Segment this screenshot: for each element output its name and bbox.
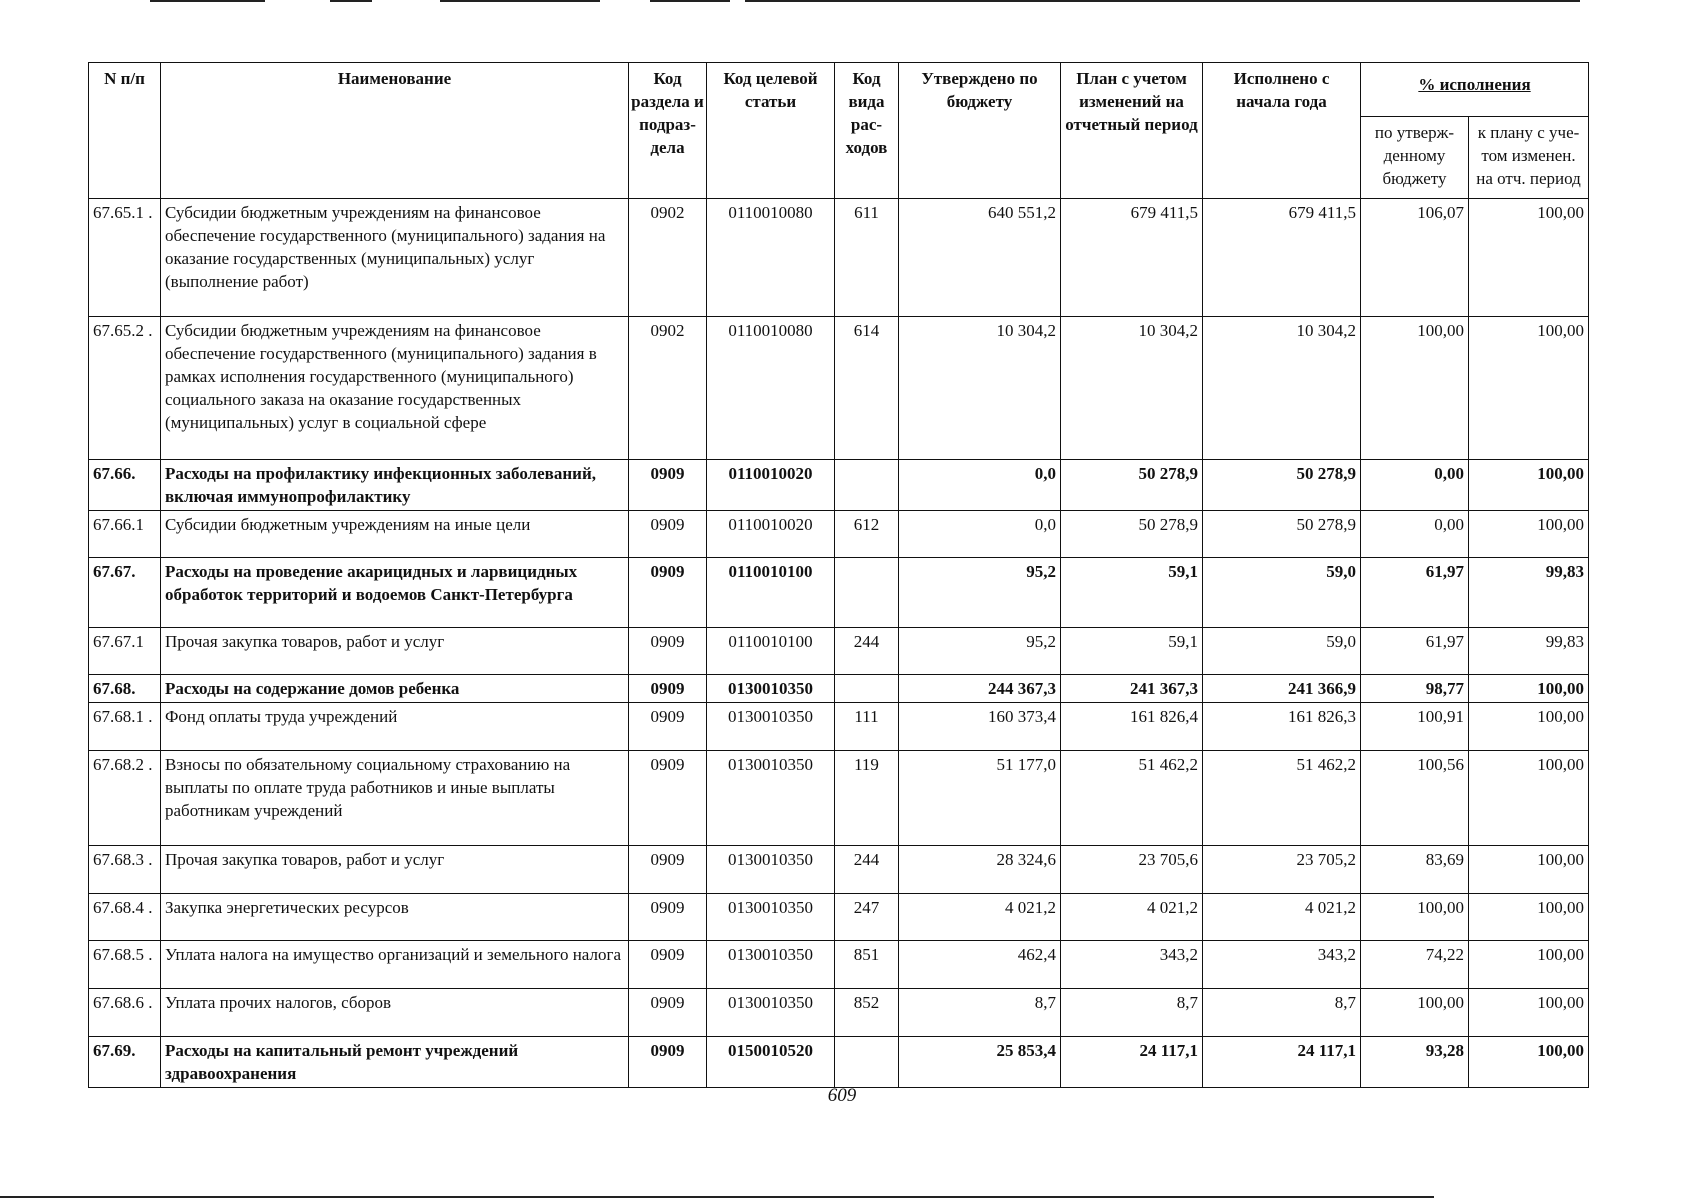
row-pct-budget: 100,00 — [1361, 317, 1469, 460]
top-rule — [745, 0, 1580, 2]
row-approved: 244 367,3 — [899, 675, 1061, 703]
row-pct-plan: 100,00 — [1469, 460, 1589, 511]
header-name: Наименование — [161, 63, 629, 199]
table-row — [89, 511, 1589, 558]
row-executed: 51 462,2 — [1203, 751, 1361, 846]
row-number: 67.67. — [89, 558, 161, 628]
row-name: Расходы на содержание домов ребенка — [161, 675, 629, 703]
row-pct-plan: 100,00 — [1469, 989, 1589, 1037]
row-target-code: 0130010350 — [707, 894, 835, 941]
row-section-code: 0909 — [629, 675, 707, 703]
row-plan: 241 367,3 — [1061, 675, 1203, 703]
row-target-code: 0130010350 — [707, 751, 835, 846]
row-pct-plan: 100,00 — [1469, 317, 1589, 460]
row-number: 67.68.1 . — [89, 703, 161, 751]
row-pct-budget: 0,00 — [1361, 511, 1469, 558]
row-name: Взносы по обязательному социальному страхованию на выплаты по оплате труда работников и иные выплаты работникам учреждений — [161, 751, 629, 846]
table-row — [89, 317, 1589, 460]
row-executed: 4 021,2 — [1203, 894, 1361, 941]
row-plan: 679 411,5 — [1061, 199, 1203, 317]
row-pct-plan: 99,83 — [1469, 628, 1589, 675]
row-pct-budget: 74,22 — [1361, 941, 1469, 989]
row-pct-budget: 83,69 — [1361, 846, 1469, 894]
row-number: 67.65.2 . — [89, 317, 161, 460]
header-section-code: Код раздела и подраз- дела — [629, 63, 707, 199]
row-pct-budget: 100,00 — [1361, 989, 1469, 1037]
row-plan: 10 304,2 — [1061, 317, 1203, 460]
row-target-code: 0130010350 — [707, 846, 835, 894]
table-row — [89, 558, 1589, 628]
row-number: 67.68.3 . — [89, 846, 161, 894]
row-expense-code: 247 — [835, 894, 899, 941]
table-row — [89, 751, 1589, 846]
row-pct-plan: 100,00 — [1469, 894, 1589, 941]
row-plan: 8,7 — [1061, 989, 1203, 1037]
row-section-code: 0909 — [629, 894, 707, 941]
row-number: 67.68.5 . — [89, 941, 161, 989]
table-row — [89, 460, 1589, 511]
row-name: Уплата налога на имущество организаций и земельного налога — [161, 941, 629, 989]
row-executed: 24 117,1 — [1203, 1037, 1361, 1088]
row-pct-plan: 100,00 — [1469, 751, 1589, 846]
table-row — [89, 628, 1589, 675]
table-row — [89, 675, 1589, 703]
header-pct-budget: по утверж- денному бюджету — [1361, 117, 1469, 199]
row-expense-code: 119 — [835, 751, 899, 846]
row-number: 67.66. — [89, 460, 161, 511]
row-approved: 25 853,4 — [899, 1037, 1061, 1088]
row-plan: 59,1 — [1061, 628, 1203, 675]
row-expense-code: 244 — [835, 628, 899, 675]
table-row — [89, 703, 1589, 751]
header-plan: План с учетом изменений на отчетный период — [1061, 63, 1203, 199]
row-approved: 51 177,0 — [899, 751, 1061, 846]
row-name: Прочая закупка товаров, работ и услуг — [161, 846, 629, 894]
row-pct-plan: 100,00 — [1469, 846, 1589, 894]
row-section-code: 0909 — [629, 989, 707, 1037]
row-number: 67.66.1 — [89, 511, 161, 558]
row-executed: 23 705,2 — [1203, 846, 1361, 894]
row-executed: 241 366,9 — [1203, 675, 1361, 703]
row-expense-code: 851 — [835, 941, 899, 989]
row-name: Субсидии бюджетным учреждениям на иные цели — [161, 511, 629, 558]
top-rule — [330, 0, 372, 2]
row-pct-plan: 99,83 — [1469, 558, 1589, 628]
header-num: N п/п — [89, 63, 161, 199]
row-expense-code: 852 — [835, 989, 899, 1037]
row-approved: 0,0 — [899, 460, 1061, 511]
row-pct-budget: 0,00 — [1361, 460, 1469, 511]
row-pct-budget: 61,97 — [1361, 558, 1469, 628]
row-pct-budget: 98,77 — [1361, 675, 1469, 703]
row-executed: 59,0 — [1203, 558, 1361, 628]
row-approved: 95,2 — [899, 628, 1061, 675]
row-executed: 50 278,9 — [1203, 460, 1361, 511]
table-row — [89, 894, 1589, 941]
row-section-code: 0909 — [629, 751, 707, 846]
row-number: 67.68. — [89, 675, 161, 703]
row-target-code: 0110010080 — [707, 199, 835, 317]
header-pct-group: % исполнения — [1361, 63, 1589, 117]
row-target-code: 0130010350 — [707, 703, 835, 751]
table-row — [89, 846, 1589, 894]
row-plan: 4 021,2 — [1061, 894, 1203, 941]
header-target-code: Код целевой статьи — [707, 63, 835, 199]
row-target-code: 0110010020 — [707, 460, 835, 511]
row-number: 67.67.1 — [89, 628, 161, 675]
row-name: Расходы на капитальный ремонт учреждений здравоохранения — [161, 1037, 629, 1088]
header-executed: Исполнено с начала года — [1203, 63, 1361, 199]
row-target-code: 0150010520 — [707, 1037, 835, 1088]
header-pct-plan: к плану с уче- том изменен. на отч. период — [1469, 117, 1589, 199]
row-pct-budget: 100,00 — [1361, 894, 1469, 941]
row-approved: 462,4 — [899, 941, 1061, 989]
row-section-code: 0909 — [629, 846, 707, 894]
row-target-code: 0130010350 — [707, 989, 835, 1037]
row-target-code: 0110010100 — [707, 558, 835, 628]
row-approved: 28 324,6 — [899, 846, 1061, 894]
table-row — [89, 199, 1589, 317]
row-plan: 51 462,2 — [1061, 751, 1203, 846]
row-name: Расходы на профилактику инфекционных заболеваний, включая иммунопрофилактику — [161, 460, 629, 511]
row-executed: 59,0 — [1203, 628, 1361, 675]
row-plan: 24 117,1 — [1061, 1037, 1203, 1088]
row-name: Фонд оплаты труда учреждений — [161, 703, 629, 751]
row-expense-code — [835, 675, 899, 703]
row-expense-code — [835, 558, 899, 628]
budget-table — [88, 62, 1589, 1088]
row-approved: 10 304,2 — [899, 317, 1061, 460]
row-target-code: 0130010350 — [707, 941, 835, 989]
row-section-code: 0909 — [629, 628, 707, 675]
row-target-code: 0130010350 — [707, 675, 835, 703]
row-approved: 640 551,2 — [899, 199, 1061, 317]
row-approved: 0,0 — [899, 511, 1061, 558]
row-pct-budget: 106,07 — [1361, 199, 1469, 317]
row-pct-budget: 100,91 — [1361, 703, 1469, 751]
table-row — [89, 941, 1589, 989]
row-plan: 343,2 — [1061, 941, 1203, 989]
row-number: 67.69. — [89, 1037, 161, 1088]
row-expense-code — [835, 1037, 899, 1088]
row-section-code: 0909 — [629, 558, 707, 628]
row-section-code: 0909 — [629, 1037, 707, 1088]
header-approved: Утверждено по бюджету — [899, 63, 1061, 199]
row-expense-code: 614 — [835, 317, 899, 460]
row-executed: 8,7 — [1203, 989, 1361, 1037]
table-row — [89, 1037, 1589, 1088]
row-name: Уплата прочих налогов, сборов — [161, 989, 629, 1037]
row-approved: 160 373,4 — [899, 703, 1061, 751]
row-expense-code — [835, 460, 899, 511]
row-approved: 95,2 — [899, 558, 1061, 628]
header-expense-code: Код вида рас- ходов — [835, 63, 899, 199]
row-plan: 50 278,9 — [1061, 511, 1203, 558]
row-plan: 23 705,6 — [1061, 846, 1203, 894]
row-pct-budget: 93,28 — [1361, 1037, 1469, 1088]
row-number: 67.65.1 . — [89, 199, 161, 317]
row-section-code: 0909 — [629, 460, 707, 511]
row-pct-plan: 100,00 — [1469, 675, 1589, 703]
page-number: 609 — [827, 1085, 857, 1106]
row-pct-plan: 100,00 — [1469, 703, 1589, 751]
row-section-code: 0902 — [629, 199, 707, 317]
row-expense-code: 611 — [835, 199, 899, 317]
row-expense-code: 111 — [835, 703, 899, 751]
row-name: Расходы на проведение акарицидных и ларвицидных обработок территорий и водоемов Санкт-Петербурга — [161, 558, 629, 628]
row-target-code: 0110010100 — [707, 628, 835, 675]
row-name: Прочая закупка товаров, работ и услуг — [161, 628, 629, 675]
row-section-code: 0909 — [629, 703, 707, 751]
row-pct-plan: 100,00 — [1469, 511, 1589, 558]
row-section-code: 0909 — [629, 941, 707, 989]
table-row — [89, 989, 1589, 1037]
row-pct-budget: 61,97 — [1361, 628, 1469, 675]
row-section-code: 0902 — [629, 317, 707, 460]
row-executed: 343,2 — [1203, 941, 1361, 989]
row-name: Субсидии бюджетным учреждениям на финансовое обеспечение государственного (муниципального) задания на оказание государственных (муниципальных) услуг (выполнение работ) — [161, 199, 629, 317]
top-rule — [650, 0, 730, 2]
row-pct-plan: 100,00 — [1469, 199, 1589, 317]
row-expense-code: 612 — [835, 511, 899, 558]
row-expense-code: 244 — [835, 846, 899, 894]
row-plan: 161 826,4 — [1061, 703, 1203, 751]
top-rule — [150, 0, 265, 2]
row-plan: 59,1 — [1061, 558, 1203, 628]
row-pct-plan: 100,00 — [1469, 941, 1589, 989]
row-section-code: 0909 — [629, 511, 707, 558]
row-number: 67.68.4 . — [89, 894, 161, 941]
row-approved: 8,7 — [899, 989, 1061, 1037]
row-number: 67.68.2 . — [89, 751, 161, 846]
row-pct-plan: 100,00 — [1469, 1037, 1589, 1088]
row-name: Субсидии бюджетным учреждениям на финансовое обеспечение государственного (муниципального) задания в рамках исполнения государственного (муниципального) социального заказа на оказание государственных (муниципальных) услуг в социальной сфере — [161, 317, 629, 460]
row-pct-budget: 100,56 — [1361, 751, 1469, 846]
row-plan: 50 278,9 — [1061, 460, 1203, 511]
row-approved: 4 021,2 — [899, 894, 1061, 941]
row-executed: 679 411,5 — [1203, 199, 1361, 317]
row-number: 67.68.6 . — [89, 989, 161, 1037]
row-name: Закупка энергетических ресурсов — [161, 894, 629, 941]
top-rule — [440, 0, 600, 2]
row-executed: 10 304,2 — [1203, 317, 1361, 460]
row-executed: 50 278,9 — [1203, 511, 1361, 558]
row-target-code: 0110010020 — [707, 511, 835, 558]
bottom-rule — [0, 1196, 1434, 1198]
row-target-code: 0110010080 — [707, 317, 835, 460]
row-executed: 161 826,3 — [1203, 703, 1361, 751]
